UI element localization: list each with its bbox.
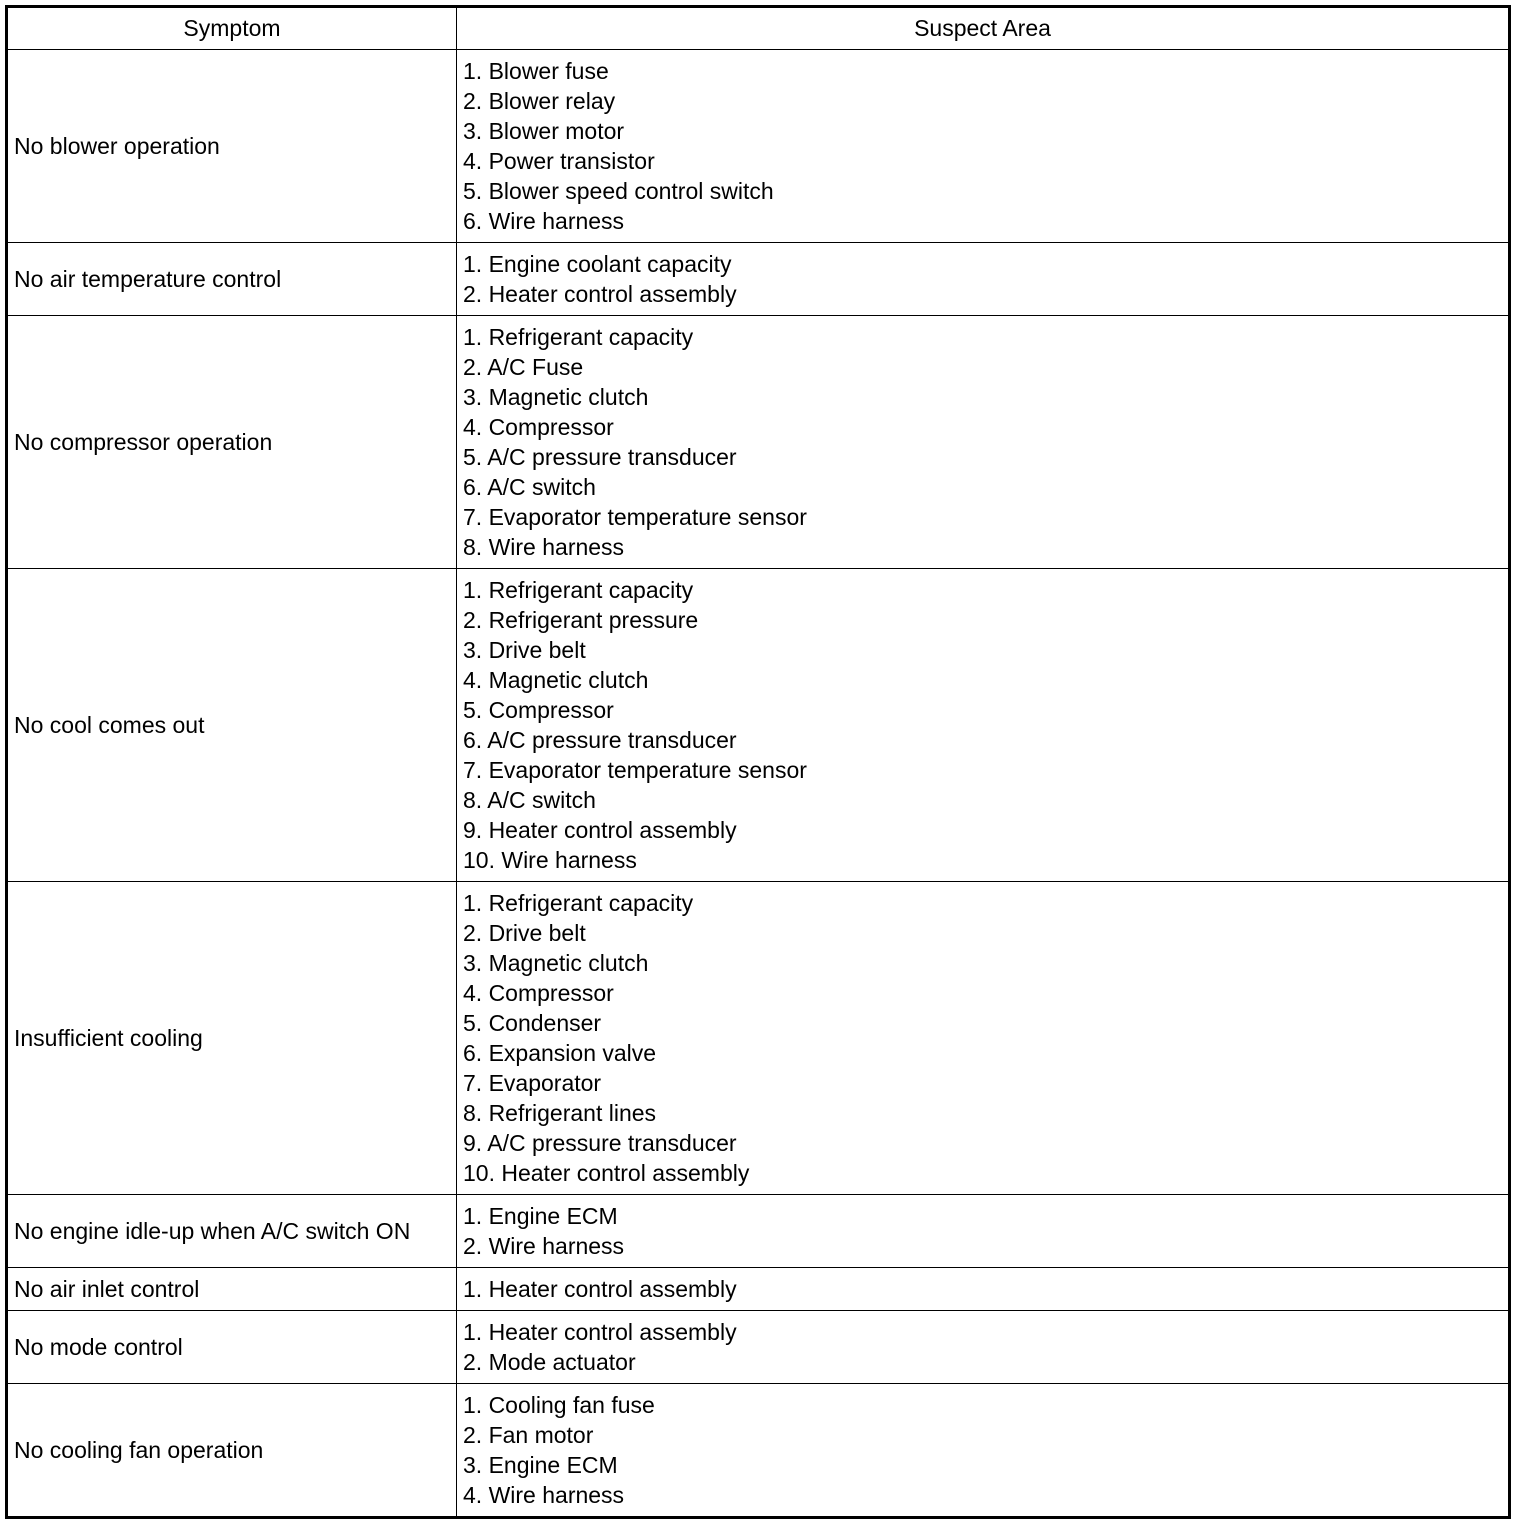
symptom-cell: No air temperature control: [7, 243, 457, 316]
suspect-item: 4. Compressor: [463, 980, 614, 1006]
suspect-item: 6. A/C pressure transducer: [463, 727, 737, 753]
table-body: [7, 50, 1510, 1518]
suspect-item: 2. Wire harness: [463, 1233, 625, 1259]
suspect-item: 1. Cooling fan fuse: [463, 1392, 655, 1418]
suspect-item: 4. Power transistor: [463, 148, 655, 174]
suspect-area-cell: [457, 1311, 1510, 1384]
suspect-item: 8. A/C switch: [463, 787, 596, 813]
symptom-cell: No air inlet control: [7, 1268, 457, 1311]
suspect-item: 2. Heater control assembly: [463, 281, 737, 307]
suspect-item: 3. Engine ECM: [463, 1452, 618, 1478]
suspect-item: 7. Evaporator temperature sensor: [463, 504, 807, 530]
suspect-item: 3. Blower motor: [463, 118, 625, 144]
suspect-area-cell: [457, 1195, 1510, 1268]
symptom-cell: No engine idle-up when A/C switch ON: [7, 1195, 457, 1268]
suspect-item: 6. Wire harness: [463, 208, 625, 234]
symptom-cell: No blower operation: [7, 50, 457, 243]
table-row: [7, 1268, 1510, 1311]
suspect-item: 2. Fan motor: [463, 1422, 594, 1448]
table-row: [7, 243, 1510, 316]
table-header-row: [7, 7, 1510, 50]
suspect-item: 5. A/C pressure transducer: [463, 444, 737, 470]
suspect-item: 3. Magnetic clutch: [463, 384, 649, 410]
table-row: [7, 50, 1510, 243]
suspect-area-cell: [457, 569, 1510, 882]
suspect-item: 1. Heater control assembly: [463, 1276, 737, 1302]
suspect-area-cell: [457, 1384, 1510, 1518]
suspect-item: 1. Refrigerant capacity: [463, 890, 694, 916]
table-row: [7, 1195, 1510, 1268]
suspect-area-cell: [457, 882, 1510, 1195]
suspect-item: 9. Heater control assembly: [463, 817, 737, 843]
suspect-item: 2. Mode actuator: [463, 1349, 636, 1375]
symptom-cell: Insufficient cooling: [7, 882, 457, 1195]
symptom-cell: No compressor operation: [7, 316, 457, 569]
suspect-item: 1. Refrigerant capacity: [463, 577, 694, 603]
suspect-item: 3. Magnetic clutch: [463, 950, 649, 976]
suspect-area-cell: [457, 243, 1510, 316]
suspect-item: 2. A/C Fuse: [463, 354, 584, 380]
table-row: [7, 316, 1510, 569]
suspect-item: 9. A/C pressure transducer: [463, 1130, 737, 1156]
suspect-item: 1. Blower fuse: [463, 58, 609, 84]
table-row: [7, 882, 1510, 1195]
suspect-item: 7. Evaporator temperature sensor: [463, 757, 807, 783]
suspect-item: 10. Heater control assembly: [463, 1160, 750, 1186]
suspect-item: 8. Wire harness: [463, 534, 625, 560]
suspect-item: 5. Condenser: [463, 1010, 602, 1036]
suspect-item: 2. Refrigerant pressure: [463, 607, 699, 633]
symptom-cell: No cooling fan operation: [7, 1384, 457, 1518]
suspect-item: 2. Drive belt: [463, 920, 586, 946]
troubleshooting-table: [5, 5, 1511, 1519]
symptom-cell: No cool comes out: [7, 569, 457, 882]
table-row: [7, 1384, 1510, 1518]
suspect-item: 10. Wire harness: [463, 847, 637, 873]
suspect-item: 1. Refrigerant capacity: [463, 324, 694, 350]
suspect-item: 6. Expansion valve: [463, 1040, 657, 1066]
suspect-item: 6. A/C switch: [463, 474, 596, 500]
suspect-item: 1. Engine coolant capacity: [463, 251, 732, 277]
suspect-item: 5. Blower speed control switch: [463, 178, 774, 204]
symptom-cell: No mode control: [7, 1311, 457, 1384]
suspect-area-column-header: Suspect Area: [457, 7, 1510, 50]
suspect-item: 4. Magnetic clutch: [463, 667, 649, 693]
suspect-item: 8. Refrigerant lines: [463, 1100, 657, 1126]
suspect-item: 7. Evaporator: [463, 1070, 602, 1096]
table-row: [7, 1311, 1510, 1384]
table-row: [7, 569, 1510, 882]
suspect-item: 5. Compressor: [463, 697, 614, 723]
suspect-item: 3. Drive belt: [463, 637, 586, 663]
suspect-item: 2. Blower relay: [463, 88, 616, 114]
suspect-area-cell: [457, 316, 1510, 569]
suspect-area-cell: [457, 50, 1510, 243]
suspect-area-cell: [457, 1268, 1510, 1311]
symptom-column-header: Symptom: [7, 7, 457, 50]
suspect-item: 1. Engine ECM: [463, 1203, 618, 1229]
suspect-item: 1. Heater control assembly: [463, 1319, 737, 1345]
suspect-item: 4. Compressor: [463, 414, 614, 440]
suspect-item: 4. Wire harness: [463, 1482, 625, 1508]
